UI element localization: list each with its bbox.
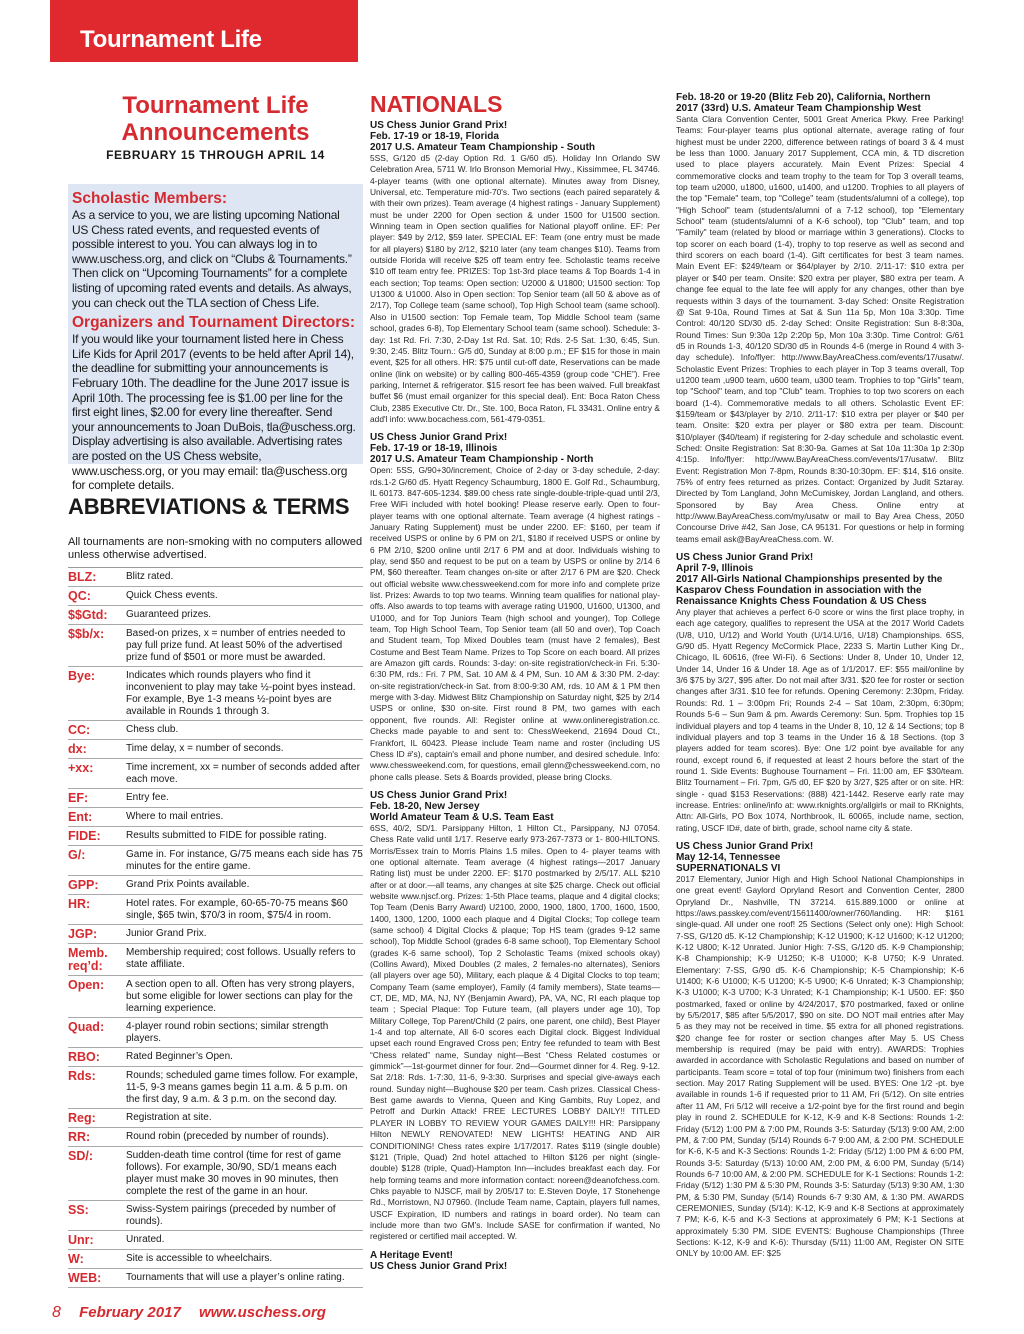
abbreviation-definition: Grand Prix Points available. bbox=[126, 879, 250, 890]
abbreviations-list bbox=[68, 568, 363, 1288]
nationals-events-col1 bbox=[370, 120, 660, 1290]
event-listing bbox=[370, 120, 660, 425]
abbreviation-definition: Time delay, x = number of seconds. bbox=[126, 743, 284, 754]
section-header-bar bbox=[50, 0, 358, 62]
abbreviation-row bbox=[68, 587, 363, 606]
event-listing bbox=[676, 552, 964, 834]
footer-issue: February 2017 bbox=[79, 1304, 181, 1321]
event-heading: A Heritage Event! US Chess Junior Grand Prix! bbox=[370, 1249, 508, 1272]
abbreviation-term: EF: bbox=[68, 791, 89, 805]
abbreviation-row bbox=[68, 944, 363, 976]
abbreviation-term: SS: bbox=[68, 1203, 89, 1217]
abbreviation-definition: Sudden-death time control (time for rest of game follows). For example, 30/90, SD/1 means each player must make 30 moves in 90 minutes, then complete the rest of the game in an hour. bbox=[126, 1150, 342, 1197]
abbreviation-definition: Entry fee. bbox=[126, 792, 169, 803]
scholastic-text: As a service to you, we are listing upcoming National US Chess rated events, and requested events of possible interest to you. You can always log in to www.uschess.org, and click on “Clubs & Tournaments.” Then click on “Upcoming Tournaments” for a complete listing of upcoming rated events and details. As always, you can check out the TLA section of Chess Life. bbox=[72, 208, 352, 310]
abbreviation-definition: Indicates which rounds players who find it inconvenient to play may take ½-point byes instead. For example, Bye 1-3 means ½-point byes are available in Rounds 1 through 3. bbox=[126, 670, 356, 717]
event-heading: Feb. 18-20 or 19-20 (Blitz Feb 20), California, Northern 2017 (33rd) U.S. Amateur Team Championship West bbox=[676, 92, 931, 114]
abbreviation-definition: Blitz rated. bbox=[126, 571, 174, 582]
abbreviation-row bbox=[68, 1018, 363, 1048]
event-body: 6SS, 40/2, SD/1. Parsippany Hilton, 1 Hilton Ct., Parsippany, NJ 07054. Chess Rate valid until 1/17. Reserve early 973-267-7373 or 1- 800-HILTONS. Morris/Essex train to Morris Plains 1.5 miles. Open to 4- player teams with one optional alternate. Team average (4 highest ratings—2017 January Rating list) must be under 2200. EF: $170 postmarked by 2/5/17. ALL $210 after or at door.—all teams, any changes at site $25 charge. Check out official website www.njscf.org. Prizes: 1-5th Place teams, plaque and 4 digital clocks; Top Team (Denis Barry Award) U2100, 2000, 1900, 1800, 1700, 1600, 1500, 1400, 1300, 1200, 1000 each plaque and 4 Digital Clocks; Top college team (same school) 4 Digital Clocks & plaque; Top HS team (grades 9-12 same school), Top Middle School (grades 6-8 same school), Top Elementary School (grades K-6 same school), Top 2 Scholastic Teams (mixed schools okay) (Collins Award), Mixed Doubles (2 males, 2 females-no alternates), Seniors (all players over age 50), Military, each plaque & 4 Digital Clocks to top team; Company Team (same employer), Family (4 family members), State teams—CT, DE, MD, MA, NJ, NY (Benjamin Award), PA, VA, NC, RI each plaque top team ; Special Plaque: Top Future team, (all players under age 10), Top Military College, Top Parent/Child (2 pairs, one parent, one child), Best Player 1-4 and top alternate, All 6-0 scores each Digital clock. Biggest Individual upset each round Engraved Cross pen; Entry fee refunded to team with Best “Chess related” name, Sunday night—Best “Chess Related costumes or gimmick”—1st-gourmet dinner for four. 2nd—Gourmet dinner for 4. Reg. 9-12. Sat 2/18: Rds. 1-7:30, 11-6, 9-3:30. Surprises and special give-aways each round. Sunday night—Bughouse $20 per team. Cash prizes. Classical Chess-Best game awards to Vienna, Queen and King Gambits, Ruy Lopez, and Petroff and Durkin Attack! FREE LECTURES LOBBY DAILY!! TITLED PLAYER IN LOBBY TO REVIEW YOUR GAMES DAILY!!! HR: Parsippany Hilton NEWLY RENOVATED! NEW LIGHTS! HEATING AND AIR CONDITIONING! Chess rates expire 1/17/2017. Rates $119 (single double) $121 (Triple, Quad) 2nd hotel attached to Hilton $126 per night (single-double) $128 (triple, Quad)-Hampton Inn—includes breakfast each day. For help forming teams and more information contact: noreen@deanofchess.com. Chks payable to NJSCF, mail by 2/05/17 to: E.Steven Doyle, 17 Stonehenge Rd., Morristown, NJ 07960. (Include Team name, Captain, players full names, USCF Expiration, ID numbers and ratings in board order). No team can include more than two GM's. Include SASE for confirmation if wanted, No registered or certified mail accepted. W. bbox=[370, 822, 660, 1242]
abbreviation-term: JGP: bbox=[68, 927, 98, 941]
abbreviation-row bbox=[68, 1128, 363, 1147]
event-body: Open: 5SS, G/90+30/increment, Choice of 2-day or 3-day schedule, 2-day: rds.1-2 G/60 d5. Hyatt Regency Schaumburg, 1800 E. Golf Rd., Schaumburg, IL 60173. 847-605-1234. $89.00 chess rate single-double-triple-quad until 2/3, Free WiFi included with hotel booking! Please reserve early. Open to four-player teams with one optional alternate. Team average (4 highest ratings - January Rating Supplement) must be under 2200. EF: $160, per team if received USPS or online by 6 PM on 2/1, $180 if received USPS or online by 6 PM 2/10, $200 online until 2/17 6 PM and at door. Individuals wishing to play, send $50 and request to be put on a team by USPS or online by 2/14 6 PM, $60 thereafter. Team changes on-site or after 2/17 6 PM are $20. Check out official website www.chessweekend.com for more info and complete prize list. Prizes: Awards to top two teams. Winning team qualifies for national play-offs. Also awards to top teams with average rating U1900, U1600, U1300, and U1000, and for Top Juniors Team (high school and younger), Top College team, Top High School Team, Top Senior team (all 50 and over), Top Coach and Student team, Top Mixed Doubles team (must have 2 females), Best Costume and Best Team Name. Prizes to Top Score on each board. All prizes are Amazon gift cards. Rounds: 3-day: on-site registration/check-in Fri. 5:30-6:30 PM, rds.: Fri. 7 PM, Sat. 10 AM & 4 PM, Sun. 10 AM & 3:30 PM. 2-day: on-site registration/check-in Sat. from 8:00-9:30 AM, rds. 10 AM & 1 PM then merge with 3-day. Midwest Blitz Championship on Saturday night, $25 by 2/14 USPS or online, $30 on-site. First round 8 PM, two games with each opponent, five rounds. All: Register online at www.onlineregistration.cc. Checks made payable to and sent to: ChessWeekend, 21694 Doud Ct., Frankfort, IL 60423. Please include Team name and roster (including US Chess ID #'s), captain's email and phone number, and desired schedule. Info: www.chessweekend.com, for questions, email glenn@chessweekend.com, no phone calls please. Sets & Boards provided, please bring Clocks. bbox=[370, 465, 660, 782]
abbreviation-row bbox=[68, 1109, 363, 1128]
announcements-title: Tournament Life Announcements bbox=[121, 92, 310, 146]
abbreviation-term: HR: bbox=[68, 897, 91, 911]
abbreviation-term: Quad: bbox=[68, 1020, 105, 1034]
nationals-title: NATIONALS bbox=[370, 91, 503, 117]
abbreviation-definition: Rounds; scheduled game times follow. For example, 11-5, 9-3 means games begin 11 a.m. & 5 p.m. on the first day, 9 a.m. & 3 p.m. on the second day. bbox=[126, 1070, 358, 1105]
abbreviation-term: Rds: bbox=[68, 1069, 96, 1083]
abbreviations-title: ABBREVIATIONS & TERMS bbox=[68, 494, 350, 519]
abbreviation-row bbox=[68, 606, 363, 625]
abbreviation-definition: Hotel rates. For example, 60-65-70-75 means $60 single, $65 twin, $70/3 in room, $75/4 in room. bbox=[126, 898, 348, 921]
event-listing bbox=[676, 841, 964, 1260]
event-listing bbox=[370, 1250, 660, 1272]
abbreviation-term: CC: bbox=[68, 723, 91, 737]
abbreviation-term: +xx: bbox=[68, 761, 94, 775]
abbreviation-row bbox=[68, 808, 363, 827]
abbreviation-term: W: bbox=[68, 1252, 84, 1266]
abbreviation-term: FIDE: bbox=[68, 829, 101, 843]
event-heading: US Chess Junior Grand Prix! Feb. 18-20, New Jersey World Amateur Team & U.S. Team East bbox=[370, 789, 554, 823]
abbreviation-term: GPP: bbox=[68, 878, 99, 892]
page-footer bbox=[52, 1304, 340, 1322]
abbreviation-row bbox=[68, 1147, 363, 1201]
abbreviation-row bbox=[68, 846, 363, 876]
abbreviation-row bbox=[68, 759, 363, 789]
abbreviation-definition: Round robin (preceded by number of rounds). bbox=[126, 1131, 329, 1142]
event-heading: US Chess Junior Grand Prix! Feb. 17-19 or 18-19, Florida 2017 U.S. Amateur Team Championship - South bbox=[370, 120, 596, 153]
event-listing bbox=[370, 790, 660, 1243]
abbreviation-term: $$b/x: bbox=[68, 627, 105, 641]
abbreviation-row bbox=[68, 1201, 363, 1231]
abbreviation-row bbox=[68, 1250, 363, 1269]
abbreviation-row bbox=[68, 625, 363, 667]
section-header-label: Tournament Life bbox=[80, 26, 262, 53]
abbreviation-definition: Unrated. bbox=[126, 1234, 165, 1245]
page-number: 8 bbox=[52, 1304, 61, 1321]
announcements-dates: FEBRUARY 15 THROUGH APRIL 14 bbox=[106, 148, 325, 162]
left-column bbox=[68, 92, 363, 1288]
abbreviation-row bbox=[68, 568, 363, 587]
abbreviation-term: BLZ: bbox=[68, 570, 97, 584]
abbreviation-row bbox=[68, 1067, 363, 1109]
abbreviation-row bbox=[68, 976, 363, 1018]
abbreviation-row bbox=[68, 827, 363, 846]
abbreviation-definition: Based-on prizes, x = number of entries needed to pay full prize fund. At least 50% of the advertised prize fund of $501 or more must be awarded. bbox=[126, 628, 346, 663]
event-body: 5SS, G/120 d5 (2-day Option Rd. 1 G/60 d5). Holiday Inn Orlando SW Celebration Area, 5711 W. Irlo Bronson Memorial Hwy., Kissimmee, FL 34746. 4-player teams (with one optional alternate). Minutes away from Disney, Universal, etc. Temperature mid-70's. Two sections (each paired separately & with their own prizes). Team average (4 highest ratings - January Supplement) must be under 2200 for Open section & under 1500 for U1500 section. Winning team in Open section qualifies for National playoff online. EF: Per player: $49 by 2/12, $59 later. SPECIAL EF: Team (one entry must be made for all players) $180 by 2/12, $210 later (any team changes $10). Teams from outside Florida will receive $25 off team entry fee. Scholastic teams receive $10 off team entry fee. PRIZES: Top 1st-3rd place teams & Top Boards 1-4 in each section; Top teams: Open section: U2000 & U1800; U1500 section: Top U1300 & U1000. Also in Open section: Top Senior team (all 50 & above as of 2/17), Top College team (same school), Top High School team (same school). Also in U1500 section: Top Female team, Top Middle School team (same school, grades 6-8), Top Elementary School team (same school). Schedule: 3-day: 1st Rd. Fri. 7:30, 2-Day 1st Rd. Sat. 10; Rds. 2-5 Sat. 1:30, 6:45, Sun. 9:30, 2:45. Blitz Tourn.: G/5 d0, Sunday at 8:00 p.m.; EF $15 for those in main event, $25 for all others. HR: $75 until cut-off date, Reservations can be made online (link on website) or by calling 800-465-4359 (group code “CHE”). Free parking, Internet & refrigerator. $15 resort fee has been waived. Full breakfast buffet $6 (must email organizer for this special deal). Ent: Boca Raton Chess Club, 2385 Executive Ctr. Dr., Ste. 100, Boca Raton, FL 33431. Online entry & add'l info: www.bocachess.com, 561-479-0351. bbox=[370, 153, 660, 424]
announcements-box bbox=[68, 184, 363, 493]
abbreviation-row bbox=[68, 667, 363, 721]
abbreviation-definition: Game in. For instance, G/75 means each side has 75 minutes for the entire game. bbox=[126, 849, 363, 872]
abbreviation-definition: Tournaments that will use a player’s online rating. bbox=[126, 1272, 345, 1283]
abbreviation-definition: Time increment, xx = number of seconds added after each move. bbox=[126, 762, 360, 785]
abbreviation-definition: Swiss-System pairings (preceded by number of rounds). bbox=[126, 1204, 336, 1227]
event-body: Any player that achieves a perfect 6-0 score or wins the first place trophy, in each age category, qualifies to represent the USA at the 2017 World Cadets (U/8, U10, U/12) and World Youth (U/14.U/16, U/18) Championships. 6SS, G/90 d5. Hyatt Regency McCormick Place, 2233 S. Martin Luther King Dr., Chicago, IL 60616, (free Wi-Fi). 6 Sections: Under 8, Under 10, Under 12, Under 14, Under 16 & Under 18. Age as of 1/1/2017. EF: $55 mail/online by 3/6 $75 by 3/27, $95 after. Do not mail after 3/31. $20 fee for roster or section changes after 3/31. $10 fee for refunds. Opening Ceremony: 2:30pm, Friday. Rounds: Rd. 1 – 3:00pm Fri; Rounds 2-4 – Sat 10am, 2:30pm, 6:30pm; Rounds 5-6 – Sun 9am & pm. Awards Ceremony: Sun. 5pm. Trophies top 15 individual players and top 4 teams in the Under 8, 10, 12 & 14 Sections; top 8 individual players and top 3 teams in the Under 16 & 18 Sections. (top 3 players added for team scores). Bye: One 1/2 point bye available for any round, except round 6, if requested at least 2 hours before the start of the round 1. Side Events: Bughouse Tournament – Fri. 11:00 am, EF $30/team. Blitz Tournament – Fri. 7pm, G/5 d0, EF $20 by 3/27, $25 after or on site. HR: single - quad $153 Reservations: (888) 421-1442. Reserve early rate may increase. Entries: online/info at: www.rknights.org/allgirls or mail to RKnights, Attn: All-Girls, PO Box 1074, Northbrook, IL 60065, include name, section, rating, USCF ID#, date of birth, grade, school name city & state. bbox=[676, 607, 964, 833]
abbreviation-term: RR: bbox=[68, 1130, 91, 1144]
abbreviation-definition: A section open to all. Often has very strong players, but some eligible for lower sections can play for the learning experience. bbox=[126, 979, 355, 1014]
abbreviation-definition: Where to mail entries. bbox=[126, 811, 224, 822]
abbreviations-intro: All tournaments are non-smoking with no computers allowed unless otherwise advertised. bbox=[68, 536, 363, 568]
abbreviation-row bbox=[68, 1048, 363, 1067]
nationals-column-2 bbox=[676, 92, 964, 1284]
event-listing bbox=[676, 92, 964, 545]
abbreviation-term: QC: bbox=[68, 589, 91, 603]
event-heading: US Chess Junior Grand Prix! May 12-14, Tennessee SUPERNATIONALS VI bbox=[676, 840, 814, 874]
abbreviation-definition: Junior Grand Prix. bbox=[126, 928, 207, 939]
abbreviation-row bbox=[68, 1269, 363, 1288]
nationals-column-1 bbox=[370, 92, 660, 1290]
abbreviation-term: SD/: bbox=[68, 1149, 93, 1163]
abbreviation-definition: Guaranteed prizes. bbox=[126, 609, 212, 620]
event-body: 2017 Elementary, Junior High and High School National Championships in one great event! Gaylord Opryland Resort and Convention Center, 2800 Opryland Dr., Nashville, TN 37214. 615.889.1000 or online at https://aws.passkey.com/event/15611400/owner/760/landing. HR: $161 single-quad. All under one roof! 25 Sections (Select only one): High School: 7-SS, G/120 d5. K-12 Championship; K-12 U1900; K-12 U1600; K-12 U1200; K-12 U800; K-12 Unrated. Junior High: 7-SS, G/120 d5. K-9 Championship; K-8 Championship; K-9 U1250; K-8 U1000; K-8 U750; K-9 Unrated. Elementary: 7-SS, G/90 d5. K-6 Championship; K-5 Championship; K-6 U1400; K-6 U1000; K-5 U1200; K-5 U900; K-6 Unrated; K-3 Championship; K-3 U1000; K-3 U700; K-3 Unrated; K-1 Championship; K-1 U500. EF: $50 postmarked, faxed or online by 4/24/2017, $70 postmarked, faxed or online by 5/5/2017, $85 after 5/5/2017, $90 on site. DO NOT mail entries after May 5 as they may not be received in time. $5 extra for all phoned registrations. $20 change fee for roster or section changes after May 5. US Chess membership is required (may be paid with entry). AWARDS: Trophies awarded in accordance with Scholastic Regulations and based on number of participants. Team score = total of top four (minimum two) finishers from each section. May 2017 Rating Supplement will be used. BYES: One 1/2 -pt. bye available in rounds 1-6 if requested prior to 11 AM, Fri (5/12). On site entries after 11 AM, Fri 5/12 will receive a 1/2-point bye for the first round and begin play in round 2. SCHEDULE for K-12, K-9 and K-8 Sections: Rounds 1-2: Friday (5/12) 1:00 PM & 7:00 PM, Rounds 3-5: Saturday (5/13) 9:00 AM, 2:00 PM, & 7:00 PM, Sunday (5/14) Rounds 6-7 9:00 AM, & 2:00 PM. SCHEDULE for K-6, K-5 and K-3 Sections: Rounds 1-2: Friday (5/12) 1:00 PM & 6:00 PM, Rounds 3-5: Saturday (5/13) 10:00 AM, 2:00 PM, & 6:00 PM, Sunday (5/14) Rounds 6-7 10:00 AM, & 2:00 PM. SCHEDULE for K-1 Sections: Rounds 1-2: Friday (5/12) 1:30 PM & 5:30 PM, Rounds 3-5: Saturday (5/13) 9:30 AM, 1:30 PM, & 5:30 PM, Sunday (5/14) Rounds 6-7 9:30 AM, & 1:30 PM. AWARDS CEREMONIES, Sunday (5/14): K-12, K-9 and K-8 Sections at approximately 7 PM; K-6, K-5 and K-3 Sections at approximately 6 PM; K-1 Sections at approximately 5:30 PM. SIDE EVENTS: Bughouse Championships (Three Sections: K-12, K-9 and K-6): Thursday (5/11) 11:00 AM, Register ON SITE ONLY by 10:00 AM. EF: $25 bbox=[676, 873, 964, 1259]
footer-url: www.uschess.org bbox=[198, 1304, 326, 1321]
abbreviation-row bbox=[68, 789, 363, 808]
abbreviation-row bbox=[68, 740, 363, 759]
abbreviation-term: Memb. req’d: bbox=[68, 946, 108, 973]
abbreviation-definition: Results submitted to FIDE for possible rating. bbox=[126, 830, 327, 841]
abbreviation-term: Open: bbox=[68, 978, 105, 992]
abbreviation-row bbox=[68, 1231, 363, 1250]
abbreviation-term: dx: bbox=[68, 742, 87, 756]
abbreviation-definition: Registration at site. bbox=[126, 1112, 212, 1123]
abbreviation-definition: Quick Chess events. bbox=[126, 590, 218, 601]
abbreviation-term: WEB: bbox=[68, 1271, 102, 1285]
abbreviation-term: $$Gtd: bbox=[68, 608, 108, 622]
organizers-text: If you would like your tournament listed here in Chess Life Kids for April 2017 (events to be held after April 14), the deadline for submitting your announcements is February 10th. The deadline for the June 2017 issue is April 10th. The processing fee is $1.00 per line for the first eight lines, $2.00 for every line thereafter. Send your announcements to Joan DuBois, tla@uschess.org. Display advertising is also available. Advertising rates are posted on the US Chess website, www.uschess.org, or you may email: tla@uschess.org for complete details. bbox=[72, 332, 356, 493]
abbreviation-definition: Chess club. bbox=[126, 724, 179, 735]
scholastic-heading: Scholastic Members: bbox=[72, 190, 228, 207]
abbreviation-row bbox=[68, 925, 363, 944]
nationals-events-col2 bbox=[676, 92, 964, 1284]
abbreviation-definition: Membership required; cost follows. Usually refers to state affiliate. bbox=[126, 947, 356, 970]
abbreviation-row bbox=[68, 721, 363, 740]
organizers-heading: Organizers and Tournament Directors: bbox=[72, 314, 356, 332]
event-listing bbox=[370, 432, 660, 783]
abbreviation-term: Unr: bbox=[68, 1233, 94, 1247]
event-heading: US Chess Junior Grand Prix! April 7-9, Illinois 2017 All-Girls National Championships presented by the Kasparov Chess Foundation in association with the Renaissance Knights Chess Foundation & US Chess bbox=[676, 552, 943, 608]
abbreviation-term: RBO: bbox=[68, 1050, 100, 1064]
abbreviation-row bbox=[68, 895, 363, 925]
abbreviation-term: Bye: bbox=[68, 669, 96, 683]
event-heading: US Chess Junior Grand Prix! Feb. 17-19 or 18-19, Illinois 2017 U.S. Amateur Team Championship - North bbox=[370, 432, 594, 466]
abbreviation-definition: Rated Beginner’s Open. bbox=[126, 1051, 233, 1062]
abbreviation-term: Reg: bbox=[68, 1111, 96, 1125]
abbreviation-term: Ent: bbox=[68, 810, 93, 824]
abbreviation-row bbox=[68, 876, 363, 895]
abbreviation-definition: 4-player round robin sections; similar strength players. bbox=[126, 1021, 329, 1044]
event-body: Santa Clara Convention Center, 5001 Great America Pkwy. Free Parking! Teams: Four-player teams plus optional alternate, average rating of four highest must be under 2200, difference between ratings of board 3 & 4 must be less than 1000. January 2017 Supplement, CCA min, & TD discretion used to place players accurately. Main Event Prizes: Special 4 commemorative clocks and team trophy to the team for Top 3 overall teams, top team u2000, u1800, u1600, u1400, and u1200. Trophies to all players of the top "Female" team, top "College" team (students/alumni of a college), top "High School" team (students/alumni of a 7-12 school), top "Elementary School" team (students/alumni of a K-6 school), top "Club" team, and top "Family" team (related by blood or marriage within 3 generations). Clocks to top scorer on each board (1-4), trophy to top reserve as well as second and third scorers on each board (1-4). Gift certificates for best 3 team names. Main Event EF: $249/team or $64/player by 2/10. 2/11-17: $10 extra per player or $40 per team. Onsite: $20 extra per player, $80 extra per team. A change fee equal to the late fee will apply for any changes, other than bye requests within 3 days of the tournament. 3-day Sched: Onsite Registration @ Sat 9-10a, Round Times at Sat & Sun 11a 5p, Mon 10a 3:30p. Time Control: 40/120 SD/30 d5. 2-day Sched: Onsite Registration: Sun 8-8:30a, Round Times: Sun 9:30a 12p 2:20p 5p, Mon 10a 3:30p. Time Control: G/61 d5 in Rounds 1-3, 40/120 SD/30 d5 in Rounds 4-6 (merge in Round 4 with 3-day schedule). Info/flyer: http://www.BayAreaChess.com/events/17/usatw/. Scholastic Event Prizes: Trophies to each player in Top 3 teams overall, Top u1200 team ,u900 team, u600 team, u300 team. Trophies to top "Girls" team, top "School" team, and top "Club" team. Trophies to top two scorers on each board (1-4). Commemorative medals to all others. Scholastic Event EF: $159/team or $43/player by 2/10. 2/11-17: $10 extra per player or $40 per team. Onsite: $20 extra per player or $80 extra per team. Discount: $10/player ($40/team) if registering for 2-day schedule and scholastic event. Sched: Onsite Registration: Sat 8:30-9a. Games at Sat 10a 11:30a 1p 2:30p 4:15p. Info/flyer: http://www.BayAreaChess.com/events/17/usatw/. Blitz Event: Registration Mon 7-8pm, Rounds 8:30-10:30pm. EF: $14, $16 onsite. 75% of entry fees returned as prizes. Contact: Organized by Judit Sztaray. Directed by Tom Langland, John McCumiskey, Jordan Langland, and others. Sponsored by Bay Area Chess. Online entry at http://www.BayAreaChess.com/my/usatw or mail to Bay Area Chess, 2050 Concourse Drive #42, San Jose, CA 95131. For questions or help in forming teams email ask@BayAreaChess.com. W. bbox=[676, 114, 964, 544]
abbreviation-term: G/: bbox=[68, 848, 86, 862]
abbreviation-definition: Site is accessible to wheelchairs. bbox=[126, 1253, 273, 1264]
